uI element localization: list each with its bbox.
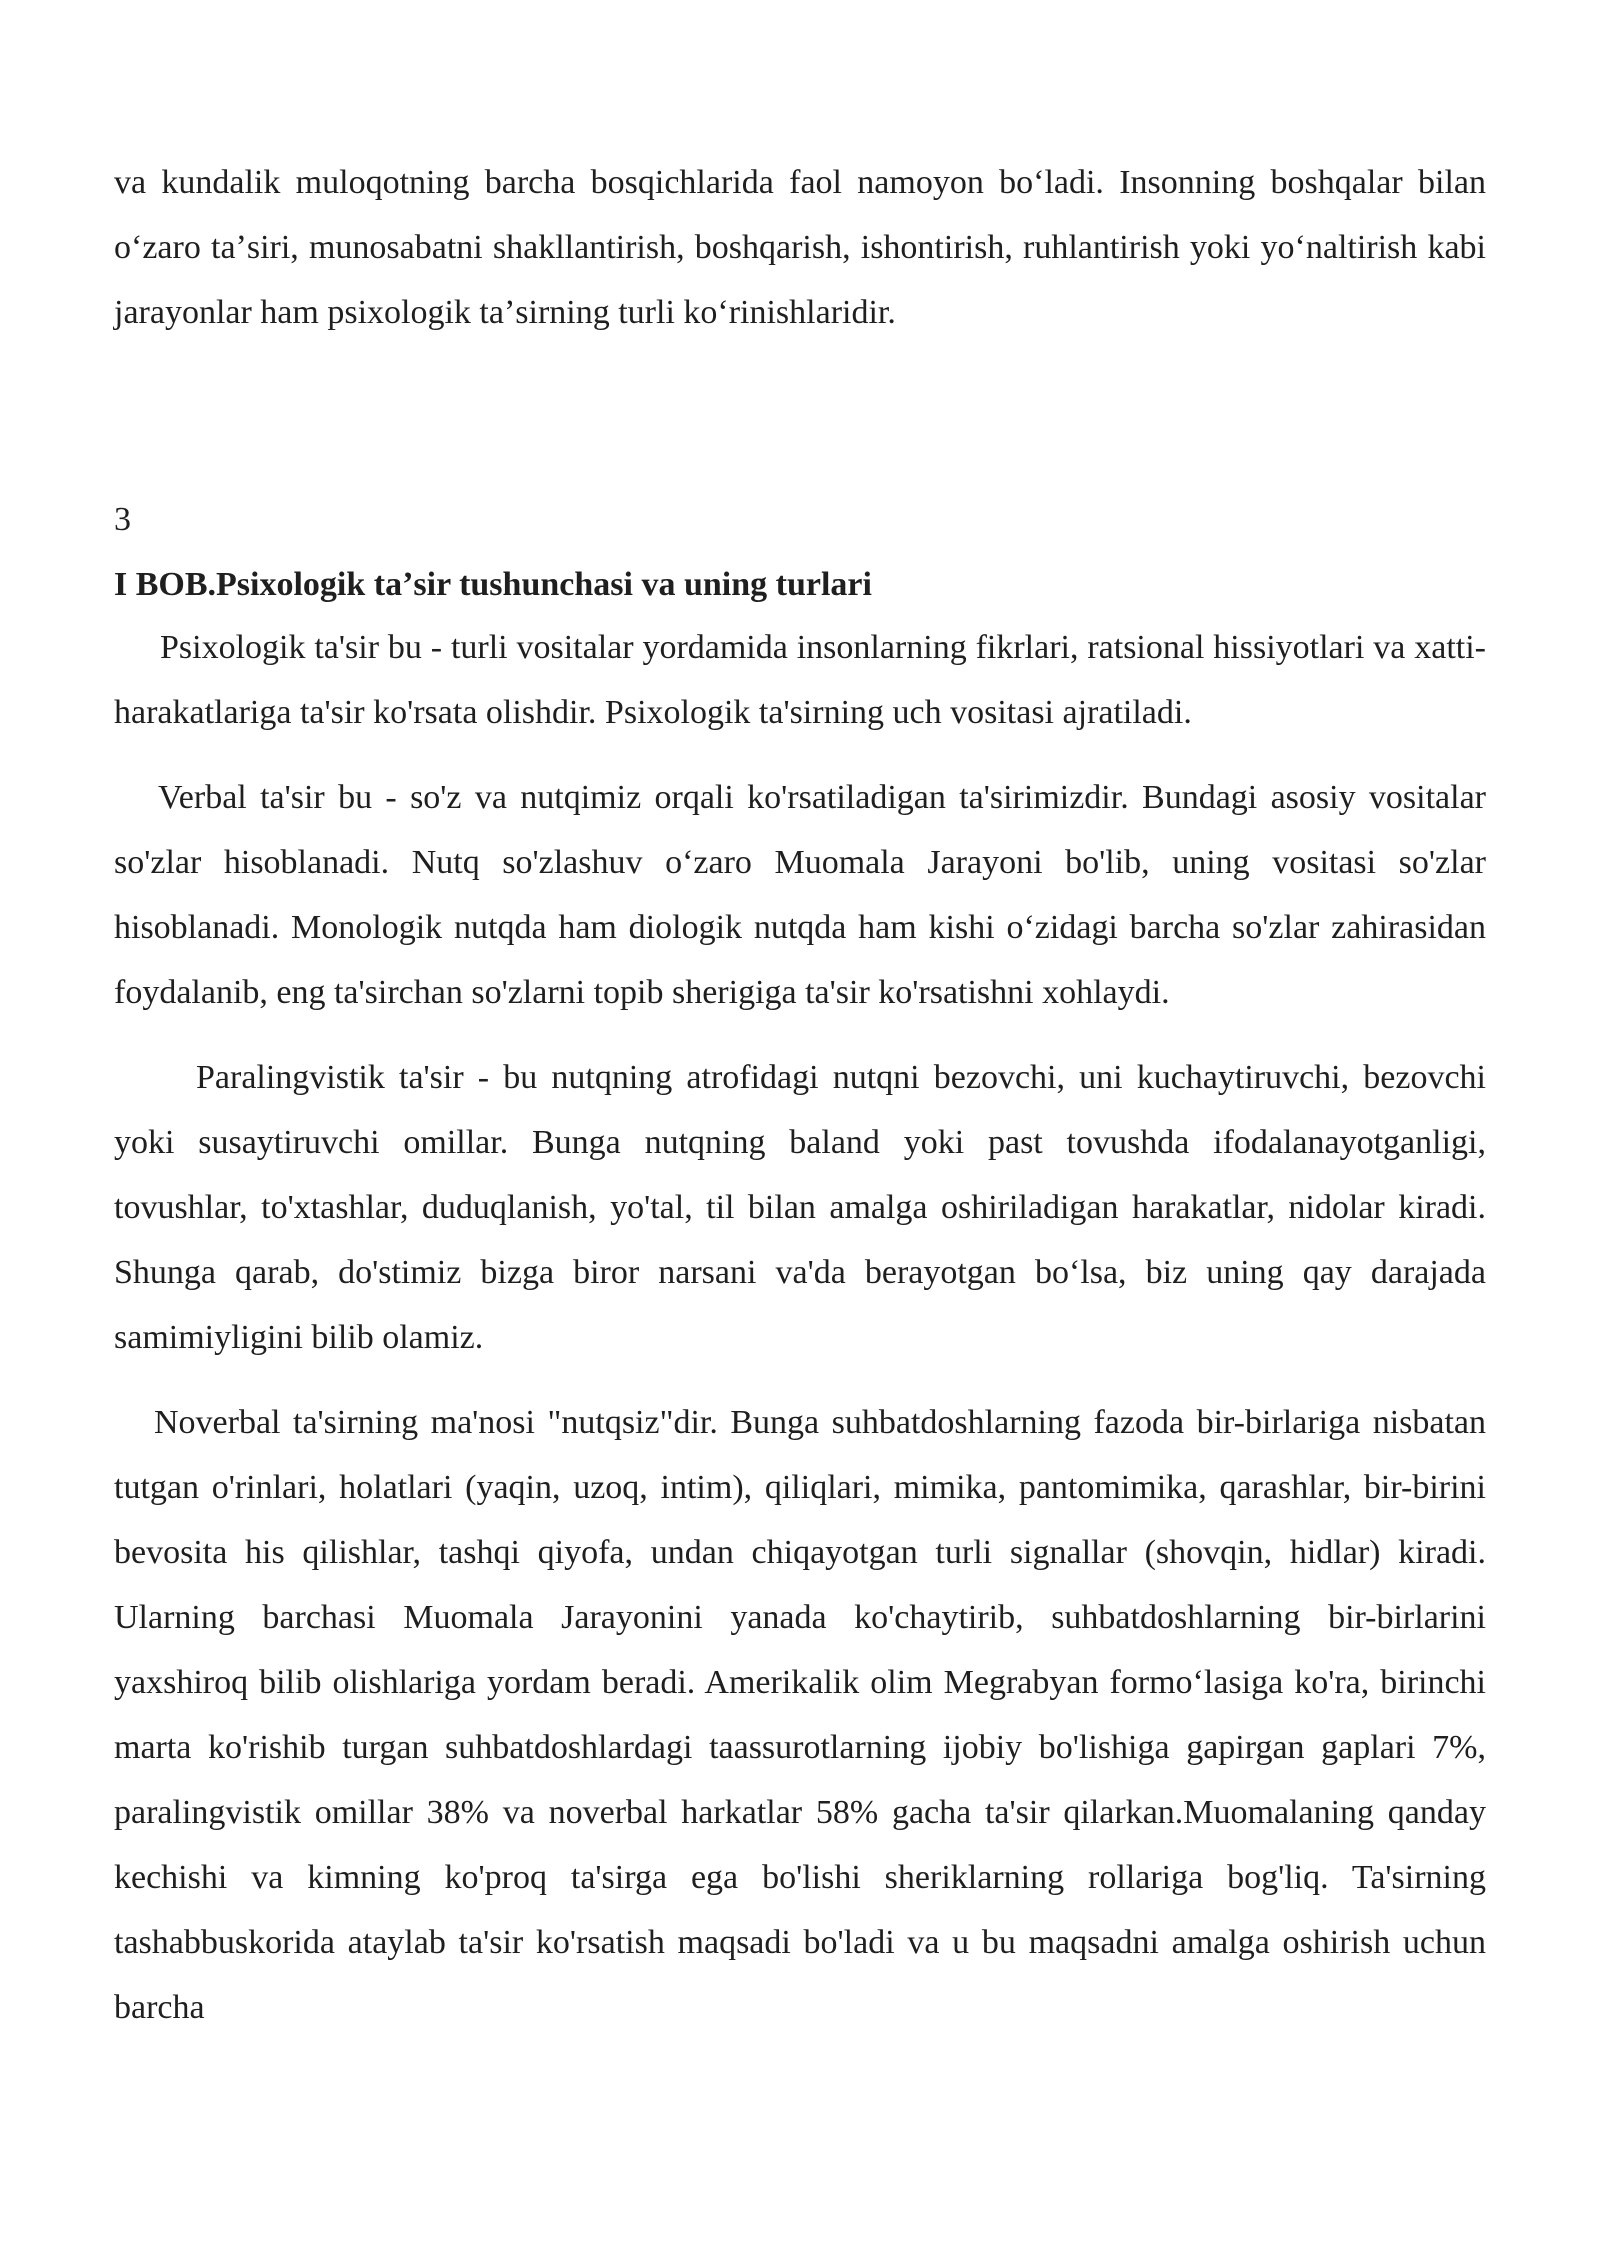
chapter-title: I BOB.Psixologik taʼsir tushunchasi va uning turlari (114, 566, 872, 603)
document-page (114, 150, 1486, 2040)
paragraph-paralingvistik-tasir: Paralingvistik ta'sir - bu nutqning atrofidagi nutqni bezovchi, uni kuchaytiruvchi, bezovchi yoki susaytiruvchi omillar. Bunga nutqning baland yoki past tovushda ifodalanayotganligi, tovushlar, to'xtashlar, duduqlanish, yo'tal, til bilan amalga oshiriladigan harakatlar, nidolar kiradi. Shunga qarab, do'stimiz bizga biror narsani va'da berayotgan boʻlsa, biz uning qay darajada samimiyligini bilib olamiz. (114, 1059, 1486, 1356)
section-spacer (114, 345, 1486, 485)
intro-paragraph: va kundalik muloqotning barcha bosqichlarida faol namoyon boʻladi. Insonning boshqalar bilan oʻzaro taʼsiri, munosabatni shakllantirish, boshqarish, ishontirish, ruhlantirish yoki yoʻnaltirish kabi jarayonlar ham psixologik taʼsirning turli koʻrinishlaridir. (114, 164, 1486, 331)
paragraph-psixologik-tasir: Psixologik ta'sir bu - turli vositalar yordamida insonlarning fikrlari, ratsional hissiyotlari va xatti-harakatlariga ta'sir ko'rsata olishdir. Psixologik ta'sirning uch vositasi ajratiladi. (114, 629, 1486, 731)
page-number: 3 (114, 501, 131, 538)
paragraph-verbal-tasir: Verbal ta'sir bu - so'z va nutqimiz orqali ko'rsatiladigan ta'sirimizdir. Bundagi asosiy vositalar so'zlar hisoblanadi. Nutq so'zlashuv oʻzaro Muomala Jarayoni bo'lib, uning vositasi so'zlar hisoblanadi. Monologik nutqda ham diologik nutqda ham kishi oʻzidagi barcha so'zlar zahirasidan foydalanib, eng ta'sirchan so'zlarni topib sherigiga ta'sir ko'rsatishni xohlaydi. (114, 779, 1486, 1011)
paragraph-noverbal-tasir: Noverbal ta'sirning ma'nosi "nutqsiz"dir. Bunga suhbatdoshlarning fazoda bir-birlariga nisbatan tutgan o'rinlari, holatlari (yaqin, uzoq, intim), qiliqlari, mimika, pantomimika, qarashlar, bir-birini bevosita his qilishlar, tashqi qiyofa, undan chiqayotgan turli signallar (shovqin, hidlar) kiradi. Ularning barchasi Muomala Jarayonini yanada ko'chaytirib, suhbatdoshlarning bir-birlarini yaxshiroq bilib olishlariga yordam beradi. Amerikalik olim Megrabyan formoʻlasiga ko'ra, birinchi marta ko'rishib turgan suhbatdoshlardagi taassurotlarning ijobiy bo'lishiga gapirgan gaplari 7%, paralingvistik omillar 38% va noverbal harkatlar 58% gacha ta'sir qilarkan.Muomalaning qanday kechishi va kimning ko'proq ta'sirga ega bo'lishi sheriklarning rollariga bog'liq. Ta'sirning tashabbuskorida ataylab ta'sir ko'rsatish maqsadi bo'ladi va u bu maqsadni amalga oshirish uchun barcha (114, 1404, 1486, 2026)
